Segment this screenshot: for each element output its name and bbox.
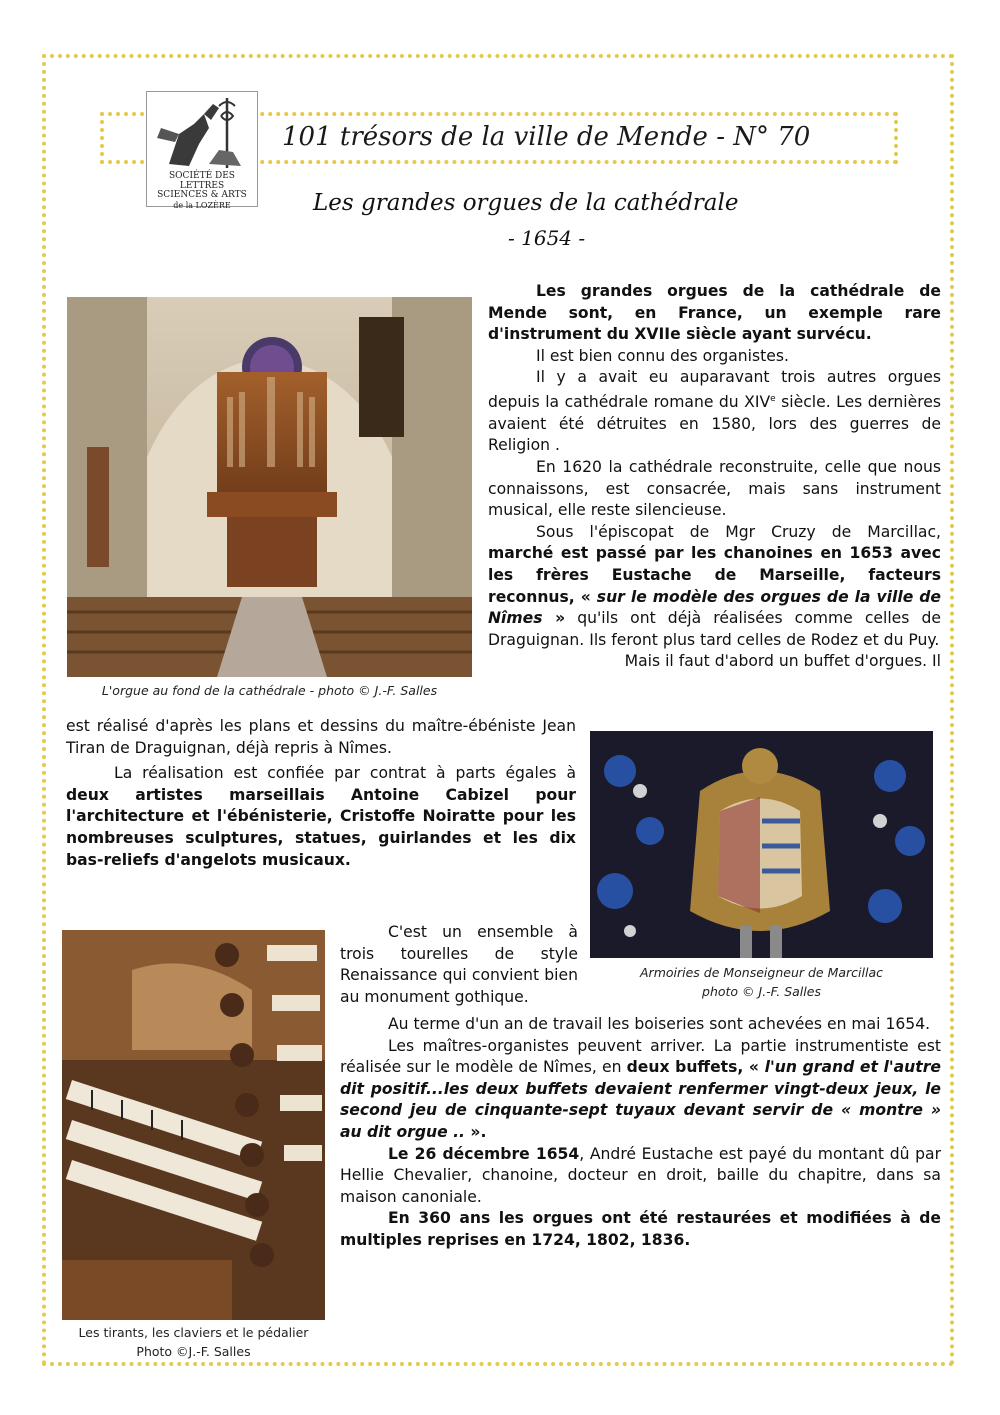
paragraph-2: Il est bien connu des organistes. bbox=[536, 346, 789, 365]
photo-cathedral-organ bbox=[67, 297, 472, 677]
paragraph-9: Au terme d'un an de travail les boiseries sont achevées en mai 1654. bbox=[388, 1015, 931, 1033]
paragraph-7: La réalisation est confiée par contrat à parts égales à deux artistes marseillais Antoine Cabizel pour l'architecture et l'ébénisterie, Cristoffe Noiratte pour les nombreuses sculptures, statues, guirlandes et les dix bas-reliefs d'angelots musicaux. bbox=[66, 764, 576, 869]
paragraph-8: C'est un ensemble à trois tourelles de style Renaissance qui convient bien au monument gothique. bbox=[340, 923, 578, 1006]
caption-photo-3-line-2: Photo ©J.-F. Salles bbox=[136, 1344, 251, 1359]
society-logo bbox=[146, 91, 258, 210]
logo-line-1: SOCIÉTÉ DES LETTRES bbox=[169, 171, 235, 191]
article-title: Les grandes orgues de la cathédrale bbox=[313, 190, 739, 216]
paragraph-4: En 1620 la cathédrale reconstruite, celle que nous connaissons, est consacrée, mais sans instrument musical, elle reste silencieuse. bbox=[488, 457, 941, 520]
paragraph-3: Il y a avait eu auparavant trois autres orgues depuis la cathédrale romane du XIVe siècle. Les dernières avaient été détruites en 1580, lors des guerres de Religion . bbox=[488, 368, 941, 455]
caption-photo-3 bbox=[52, 1323, 335, 1361]
paragraph-10: Les maîtres-organistes peuvent arriver. La partie instrumentiste est réalisée sur le modèle de Nîmes, en deux buffets, « l'un grand et l'autre dit positif...les deux buffets devaient renfermer vingt-deux jeux, le second jeu de cinquante-sept tuyaux devant servir de « montre » au dit orgue .. ». bbox=[340, 1036, 941, 1141]
paragraph-intro: Les grandes orgues de la cathédrale de Mende sont, en France, un exemple rare d'instrument du XVIIe siècle ayant survécu. bbox=[488, 282, 941, 344]
paragraph-12: En 360 ans les orgues ont été restaurées et modifiées à de multiples reprises en 1724, 1802, 1836. bbox=[340, 1209, 941, 1249]
caption-photo-3-line-1: Les tirants, les claviers et le pédalier bbox=[78, 1325, 309, 1340]
caption-photo-2 bbox=[590, 963, 933, 1001]
photo-coat-of-arms bbox=[590, 731, 933, 958]
hermes-emblem-icon bbox=[149, 94, 255, 172]
caption-photo-2-line-2: photo © J.-F. Salles bbox=[702, 984, 821, 999]
article-date: - 1654 - bbox=[508, 226, 586, 250]
caption-photo-2-line-1: Armoiries de Monseigneur de Marcillac bbox=[640, 965, 883, 980]
text-column-middle-left bbox=[66, 716, 576, 871]
text-column-bottom-right bbox=[340, 1014, 941, 1252]
paragraph-6-end: est réalisé d'après les plans et dessins du maître-ébéniste Jean Tiran de Draguignan, déjà repris à Nîmes. bbox=[66, 717, 576, 757]
paragraph-11: Le 26 décembre 1654, André Eustache est payé du montant dû par Hellie Chevalier, chanoine, docteur en droit, baille du chapitre, dans sa maison canoniale. bbox=[340, 1144, 941, 1206]
logo-line-2: SCIENCES & ARTS bbox=[157, 190, 247, 200]
text-column-top-right bbox=[488, 281, 941, 673]
paragraph-6-start: Mais il faut d'abord un buffet d'orgues. Il bbox=[624, 652, 941, 671]
series-title: 101 trésors de la ville de Mende - N° 70 bbox=[282, 122, 811, 152]
paragraph-5: Sous l'épiscopat de Mgr Cruzy de Marcillac, marché est passé par les chanoines en 1653 avec les frères Eustache de Marseille, facteurs reconnus, « sur le modèle des orgues de la ville de Nîmes » qu'ils ont déjà réalisées comme celles de Draguignan. Ils feront plus tard celles de Rodez et du Puy. bbox=[488, 522, 941, 649]
photo-keyboards bbox=[62, 930, 325, 1320]
caption-photo-1: L'orgue au fond de la cathédrale - photo © J.-F. Salles bbox=[101, 683, 438, 698]
text-column-narrow bbox=[340, 922, 578, 1008]
logo-line-3: de la LOZÈRE bbox=[173, 200, 231, 210]
